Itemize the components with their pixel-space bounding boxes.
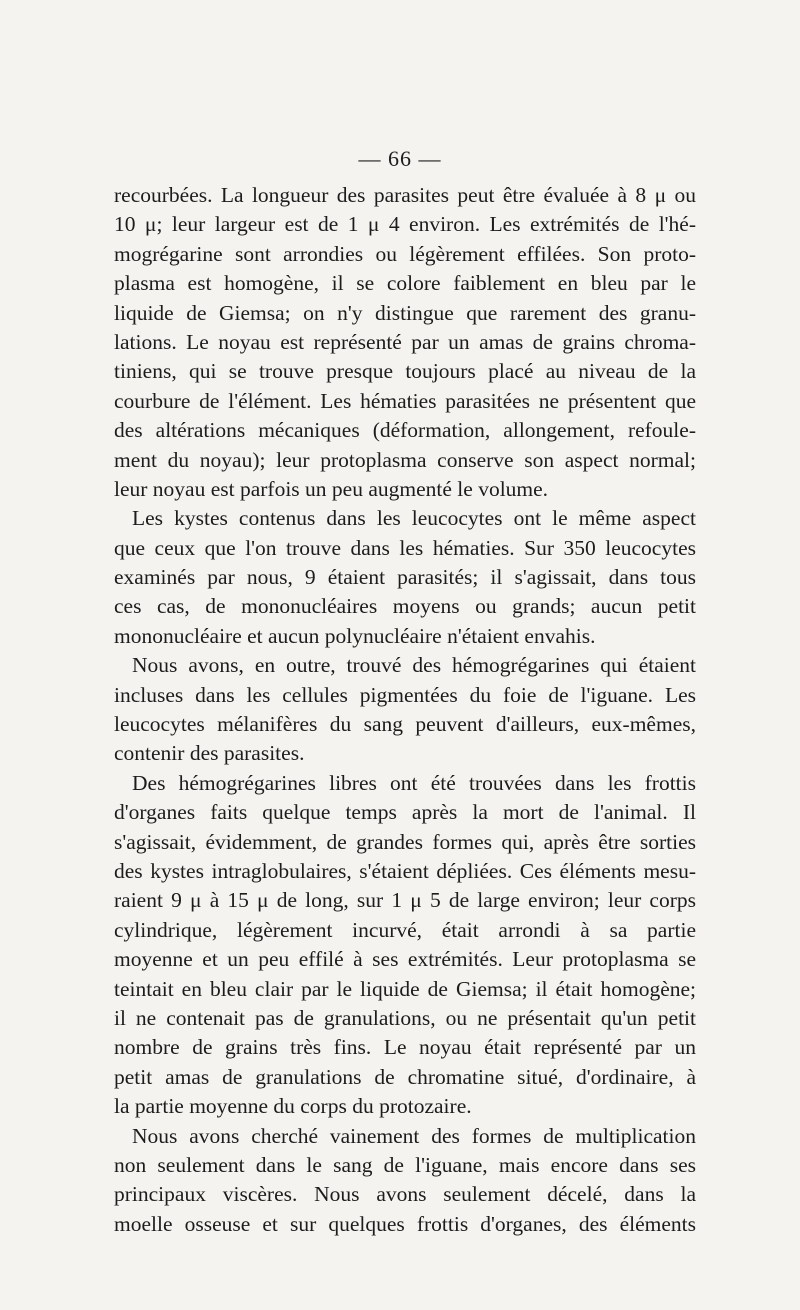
text-line: mononucléaire et aucun polynucléaire n'étaient envahis.: [114, 623, 596, 648]
text-line: la partie moyenne du corps du protozaire.: [114, 1094, 472, 1119]
text-line: incluses dans les cellules pigmentées du foie de l'iguane. Les: [114, 682, 696, 707]
text-line: courbure de l'élément. Les hématies parasitées ne présentent que: [114, 388, 696, 413]
page-number: — 66 —: [358, 146, 442, 171]
text-line: contenir des parasites.: [114, 741, 305, 766]
text-line: Les kystes contenus dans les leucocytes ont le même aspect: [132, 506, 696, 531]
text-line: raient 9 μ à 15 μ de long, sur 1 μ 5 de large environ; leur corps: [114, 888, 696, 913]
text-line: mogrégarine sont arrondies ou légèrement effilées. Son proto-: [114, 241, 696, 266]
text-line: 10 μ; leur largeur est de 1 μ 4 environ. Les extrémités de l'hé-: [114, 212, 696, 237]
text-line: recourbées. La longueur des parasites peut être évaluée à 8 μ ou: [114, 183, 696, 207]
text-line: il ne contenait pas de granulations, ou ne présentait qu'un petit: [114, 1005, 696, 1030]
text-line: tiniens, qui se trouve presque toujours placé au niveau de la: [114, 359, 696, 384]
text-line: ces cas, de mononucléaires moyens ou grands; aucun petit: [114, 594, 696, 619]
text-line: que ceux que l'on trouve dans les hématies. Sur 350 leucocytes: [114, 535, 696, 560]
text-line: examinés par nous, 9 étaient parasités; il s'agissait, dans tous: [114, 565, 696, 590]
text-line: liquide de Giemsa; on n'y distingue que rarement des granu-: [114, 300, 696, 325]
text-line: non seulement dans le sang de l'iguane, mais encore dans ses: [114, 1152, 696, 1177]
text-line: des kystes intraglobulaires, s'étaient dépliées. Ces éléments mesu-: [114, 858, 696, 883]
text-line: teintait en bleu clair par le liquide de Giemsa; il était homogène;: [114, 976, 696, 1001]
text-line: leucocytes mélanifères du sang peuvent d'ailleurs, eux-mêmes,: [114, 712, 696, 737]
text-line: Des hémogrégarines libres ont été trouvées dans les frottis: [132, 770, 696, 795]
text-line: s'agissait, évidemment, de grandes formes qui, après être sorties: [114, 829, 696, 854]
text-line: plasma est homogène, il se colore faiblement en bleu par le: [114, 271, 696, 296]
text-line: leur noyau est parfois un peu augmenté le volume.: [114, 476, 549, 501]
text-line: moyenne et un peu effilé à ses extrémités. Leur protoplasma se: [114, 947, 696, 972]
text-line: cylindrique, légèrement incurvé, était arrondi à sa partie: [114, 917, 696, 942]
text-line: moelle osseuse et sur quelques frottis d'organes, des éléments: [114, 1211, 696, 1236]
body-text: [114, 181, 696, 1239]
text-line: nombre de grains très fins. Le noyau était représenté par un: [114, 1035, 696, 1060]
text-line: des altérations mécaniques (déformation, allongement, refoule-: [114, 418, 696, 443]
text-line: principaux viscères. Nous avons seulement décelé, dans la: [114, 1182, 696, 1207]
text-line: Nous avons cherché vainement des formes de multiplication: [132, 1123, 696, 1148]
text-line: petit amas de granulations de chromatine situé, d'ordinaire, à: [114, 1064, 696, 1089]
text-line: d'organes faits quelque temps après la mort de l'animal. Il: [114, 800, 696, 825]
text-line: lations. Le noyau est représenté par un amas de grains chroma-: [114, 329, 696, 354]
text-line: ment du noyau); leur protoplasma conserve son aspect normal;: [114, 447, 696, 472]
text-line: Nous avons, en outre, trouvé des hémogrégarines qui étaient: [132, 653, 696, 678]
